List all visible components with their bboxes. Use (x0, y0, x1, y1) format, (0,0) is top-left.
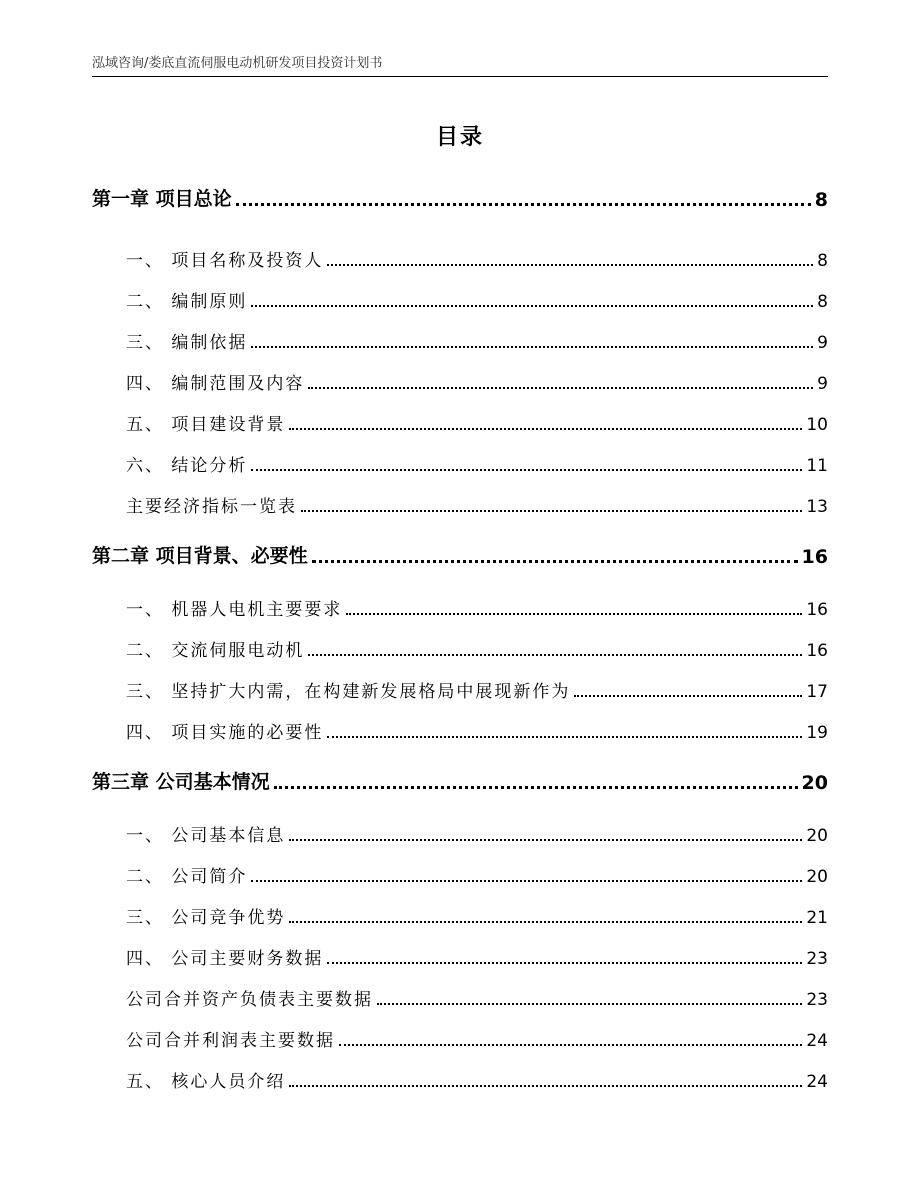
toc-entry-page: 24 (806, 1072, 828, 1092)
toc-entry-chapter-3[interactable] (92, 767, 828, 794)
toc-entry[interactable] (126, 287, 828, 312)
toc-entry-label: 二、 交流伺服电动机 (126, 641, 305, 661)
toc-leader-dots (312, 560, 798, 563)
toc-leader-dots (339, 1044, 802, 1046)
toc-entry-page: 10 (806, 415, 828, 435)
running-header: 泓域咨询/娄底直流伺服电动机研发项目投资计划书 (92, 56, 383, 71)
toc-entry-page: 8 (817, 292, 828, 312)
toc-entry-page: 23 (806, 949, 828, 969)
toc-leader-dots (574, 695, 802, 697)
toc-leader-dots (251, 346, 813, 348)
toc-entry-page: 20 (801, 772, 828, 794)
toc-entry-page: 16 (806, 641, 828, 661)
toc-entry[interactable] (126, 985, 828, 1010)
toc-entry-label: 三、 公司竞争优势 (126, 908, 286, 928)
toc-entry-page: 16 (801, 546, 828, 568)
toc-entry-page: 9 (817, 333, 828, 353)
toc-leader-dots (289, 1085, 802, 1087)
toc-entry-label: 四、 公司主要财务数据 (126, 949, 324, 969)
toc-entry-label: 六、 结论分析 (126, 456, 248, 476)
toc-leader-dots (251, 880, 802, 882)
toc-entry-page: 17 (806, 682, 828, 702)
toc-entry-label: 一、 机器人电机主要要求 (126, 600, 343, 620)
toc-entry[interactable] (126, 944, 828, 969)
toc-leader-dots (327, 264, 813, 266)
toc-entry-page: 20 (806, 826, 828, 846)
toc-entry-page: 8 (814, 189, 828, 211)
toc-leader-dots (251, 469, 802, 471)
toc-entry-label: 四、 项目实施的必要性 (126, 723, 324, 743)
toc-leader-dots (289, 428, 802, 430)
toc-entry-page: 9 (817, 374, 828, 394)
toc-leader-dots (301, 510, 802, 512)
toc-leader-dots (327, 962, 802, 964)
toc-entry-label: 五、 项目建设背景 (126, 415, 286, 435)
toc-leader-dots (289, 921, 802, 923)
toc-entry[interactable] (126, 636, 828, 661)
toc-entry-label: 四、 编制范围及内容 (126, 374, 305, 394)
toc-entry-label: 公司合并资产负债表主要数据 (126, 990, 373, 1010)
toc-entry-label: 第二章 项目背景、必要性 (92, 545, 308, 567)
toc-leader-dots (274, 786, 798, 789)
toc-entry-page: 13 (806, 497, 828, 517)
toc-entry-page: 16 (806, 600, 828, 620)
toc-entry[interactable] (126, 821, 828, 846)
toc-entry[interactable] (126, 246, 828, 271)
toc-entry[interactable] (126, 328, 828, 353)
toc-entry-label: 主要经济指标一览表 (126, 497, 297, 517)
header-divider (92, 76, 828, 77)
toc-entry-label: 第一章 项目总论 (92, 188, 232, 210)
toc-entry-label: 公司合并利润表主要数据 (126, 1031, 335, 1051)
toc-entry-label: 一、 公司基本信息 (126, 826, 286, 846)
toc-entry-chapter-2[interactable] (92, 541, 828, 568)
toc-entry[interactable] (126, 862, 828, 887)
toc-entry-page: 19 (806, 723, 828, 743)
toc-entry-page: 20 (806, 867, 828, 887)
toc-entry[interactable] (126, 595, 828, 620)
toc-leader-dots (327, 736, 802, 738)
toc-entry-label: 五、 核心人员介绍 (126, 1072, 286, 1092)
toc-entry-label: 三、 编制依据 (126, 333, 248, 353)
toc-entry-label: 第三章 公司基本情况 (92, 771, 270, 793)
toc-leader-dots (251, 305, 813, 307)
toc-title: 目录 (435, 125, 484, 150)
toc-entry-label: 二、 编制原则 (126, 292, 248, 312)
toc-leader-dots (308, 387, 813, 389)
toc-entry-page: 21 (806, 908, 828, 928)
toc-leader-dots (377, 1003, 802, 1005)
toc-leader-dots (289, 839, 802, 841)
toc-entry-label: 一、 项目名称及投资人 (126, 251, 324, 271)
toc-leader-dots (236, 203, 811, 206)
toc-entry[interactable] (126, 677, 828, 702)
toc-entry[interactable] (126, 718, 828, 743)
toc-leader-dots (346, 613, 802, 615)
toc-entry-page: 23 (806, 990, 828, 1010)
toc-entry-chapter-1[interactable] (92, 184, 828, 211)
toc-entry-label: 二、 公司简介 (126, 867, 248, 887)
toc-entry-label: 三、 坚持扩大内需，在构建新发展格局中展现新作为 (126, 682, 571, 702)
toc-entry[interactable] (126, 1067, 828, 1092)
toc-entry[interactable] (126, 903, 828, 928)
toc-entry-page: 24 (806, 1031, 828, 1051)
toc-entry[interactable] (126, 451, 828, 476)
toc-entry[interactable] (126, 492, 828, 517)
toc-entry-page: 11 (806, 456, 828, 476)
toc-entry[interactable] (126, 1026, 828, 1051)
toc-entry[interactable] (126, 410, 828, 435)
toc-leader-dots (308, 654, 802, 656)
toc-entry-page: 8 (817, 251, 828, 271)
toc-entry[interactable] (126, 369, 828, 394)
